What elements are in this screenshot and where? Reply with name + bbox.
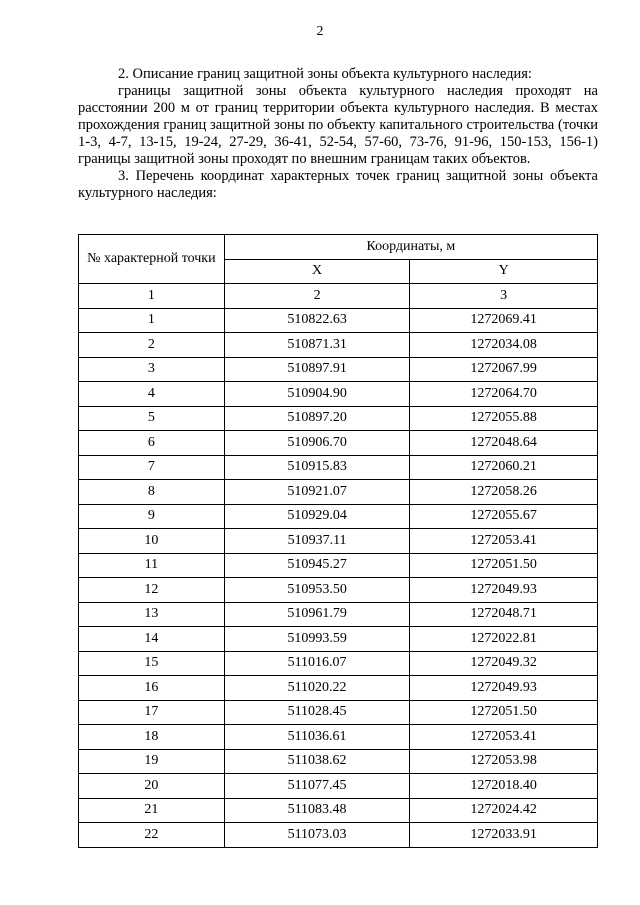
- point-number-cell: 9: [79, 504, 225, 529]
- table-row: [79, 651, 598, 676]
- x-coordinate-cell: 511073.03: [224, 823, 410, 848]
- document-body: [78, 66, 598, 202]
- table-row: [79, 798, 598, 823]
- header-point-number: № характерной точки: [79, 235, 225, 284]
- table-row: [79, 578, 598, 603]
- point-number-cell: 16: [79, 676, 225, 701]
- table-row: [79, 308, 598, 333]
- y-coordinate-cell: 1272048.64: [410, 431, 598, 456]
- y-coordinate-cell: 1272060.21: [410, 455, 598, 480]
- table-row: [79, 431, 598, 456]
- x-coordinate-cell: 511036.61: [224, 725, 410, 750]
- y-coordinate-cell: 1272033.91: [410, 823, 598, 848]
- y-coordinate-cell: 1272051.50: [410, 700, 598, 725]
- x-coordinate-cell: 510915.83: [224, 455, 410, 480]
- point-number-cell: 14: [79, 627, 225, 652]
- x-coordinate-cell: 510993.59: [224, 627, 410, 652]
- x-coordinate-cell: 510897.91: [224, 357, 410, 382]
- point-number-cell: 10: [79, 529, 225, 554]
- table-row: [79, 357, 598, 382]
- x-coordinate-cell: 510906.70: [224, 431, 410, 456]
- x-coordinate-cell: 511038.62: [224, 749, 410, 774]
- x-coordinate-cell: 511016.07: [224, 651, 410, 676]
- coordinates-table-body: [79, 308, 598, 847]
- point-number-cell: 8: [79, 480, 225, 505]
- table-row: [79, 700, 598, 725]
- table-row: [79, 504, 598, 529]
- y-coordinate-cell: 1272058.26: [410, 480, 598, 505]
- x-coordinate-cell: 510904.90: [224, 382, 410, 407]
- point-number-cell: 7: [79, 455, 225, 480]
- point-number-cell: 12: [79, 578, 225, 603]
- y-coordinate-cell: 1272049.93: [410, 578, 598, 603]
- table-header-row: [79, 235, 598, 260]
- y-coordinate-cell: 1272018.40: [410, 774, 598, 799]
- x-coordinate-cell: 510929.04: [224, 504, 410, 529]
- y-coordinate-cell: 1272053.98: [410, 749, 598, 774]
- y-coordinate-cell: 1272034.08: [410, 333, 598, 358]
- point-number-cell: 13: [79, 602, 225, 627]
- x-coordinate-cell: 510822.63: [224, 308, 410, 333]
- y-coordinate-cell: 1272067.99: [410, 357, 598, 382]
- point-number-cell: 2: [79, 333, 225, 358]
- coordinates-table: [78, 234, 598, 848]
- y-coordinate-cell: 1272022.81: [410, 627, 598, 652]
- x-coordinate-cell: 510953.50: [224, 578, 410, 603]
- table-row: [79, 382, 598, 407]
- point-number-cell: 17: [79, 700, 225, 725]
- table-row: [79, 627, 598, 652]
- y-coordinate-cell: 1272055.88: [410, 406, 598, 431]
- table-row: [79, 529, 598, 554]
- x-coordinate-cell: 510937.11: [224, 529, 410, 554]
- header-x: X: [224, 259, 410, 284]
- table-row: [79, 823, 598, 848]
- point-number-cell: 1: [79, 308, 225, 333]
- y-coordinate-cell: 1272064.70: [410, 382, 598, 407]
- point-number-cell: 4: [79, 382, 225, 407]
- x-coordinate-cell: 510961.79: [224, 602, 410, 627]
- table-row: [79, 406, 598, 431]
- y-coordinate-cell: 1272048.71: [410, 602, 598, 627]
- x-coordinate-cell: 510921.07: [224, 480, 410, 505]
- table-row: [79, 455, 598, 480]
- y-coordinate-cell: 1272069.41: [410, 308, 598, 333]
- x-coordinate-cell: 511020.22: [224, 676, 410, 701]
- table-row: [79, 725, 598, 750]
- x-coordinate-cell: 511077.45: [224, 774, 410, 799]
- x-coordinate-cell: 511083.48: [224, 798, 410, 823]
- header-y: Y: [410, 259, 598, 284]
- table-index-row: [79, 284, 598, 309]
- point-number-cell: 3: [79, 357, 225, 382]
- index-cell: 1: [79, 284, 225, 309]
- y-coordinate-cell: 1272049.93: [410, 676, 598, 701]
- point-number-cell: 22: [79, 823, 225, 848]
- x-coordinate-cell: 510897.20: [224, 406, 410, 431]
- index-cell: 3: [410, 284, 598, 309]
- header-coordinates: Координаты, м: [224, 235, 597, 260]
- table-row: [79, 602, 598, 627]
- table-row: [79, 749, 598, 774]
- x-coordinate-cell: 510871.31: [224, 333, 410, 358]
- y-coordinate-cell: 1272051.50: [410, 553, 598, 578]
- x-coordinate-cell: 510945.27: [224, 553, 410, 578]
- y-coordinate-cell: 1272053.41: [410, 529, 598, 554]
- table-row: [79, 553, 598, 578]
- point-number-cell: 5: [79, 406, 225, 431]
- table-row: [79, 333, 598, 358]
- point-number-cell: 19: [79, 749, 225, 774]
- index-cell: 2: [224, 284, 410, 309]
- section-2-body: границы защитной зоны объекта культурного наследия проходят на расстоянии 200 м от границ территории объекта культурного наследия. В местах прохождения границ защитной зоны по объекту капитального строительства (точки 1-3, 4-7, 13-15, 19-24, 27-29, 36-41, 52-54, 57-60, 73-76, 91-96, 150-153, 156-1) границы защитной зоны проходят по внешним границам таких объектов.: [78, 83, 598, 167]
- y-coordinate-cell: 1272053.41: [410, 725, 598, 750]
- table-row: [79, 480, 598, 505]
- point-number-cell: 11: [79, 553, 225, 578]
- table-row: [79, 676, 598, 701]
- section-2-heading: 2. Описание границ защитной зоны объекта культурного наследия:: [118, 66, 532, 82]
- point-number-cell: 18: [79, 725, 225, 750]
- x-coordinate-cell: 511028.45: [224, 700, 410, 725]
- page-number: 2: [316, 24, 324, 39]
- point-number-cell: 6: [79, 431, 225, 456]
- y-coordinate-cell: 1272049.32: [410, 651, 598, 676]
- y-coordinate-cell: 1272024.42: [410, 798, 598, 823]
- section-3-heading: 3. Перечень координат характерных точек границ защитной зоны объекта культурного наследия:: [78, 168, 598, 201]
- point-number-cell: 21: [79, 798, 225, 823]
- point-number-cell: 15: [79, 651, 225, 676]
- y-coordinate-cell: 1272055.67: [410, 504, 598, 529]
- table-row: [79, 774, 598, 799]
- point-number-cell: 20: [79, 774, 225, 799]
